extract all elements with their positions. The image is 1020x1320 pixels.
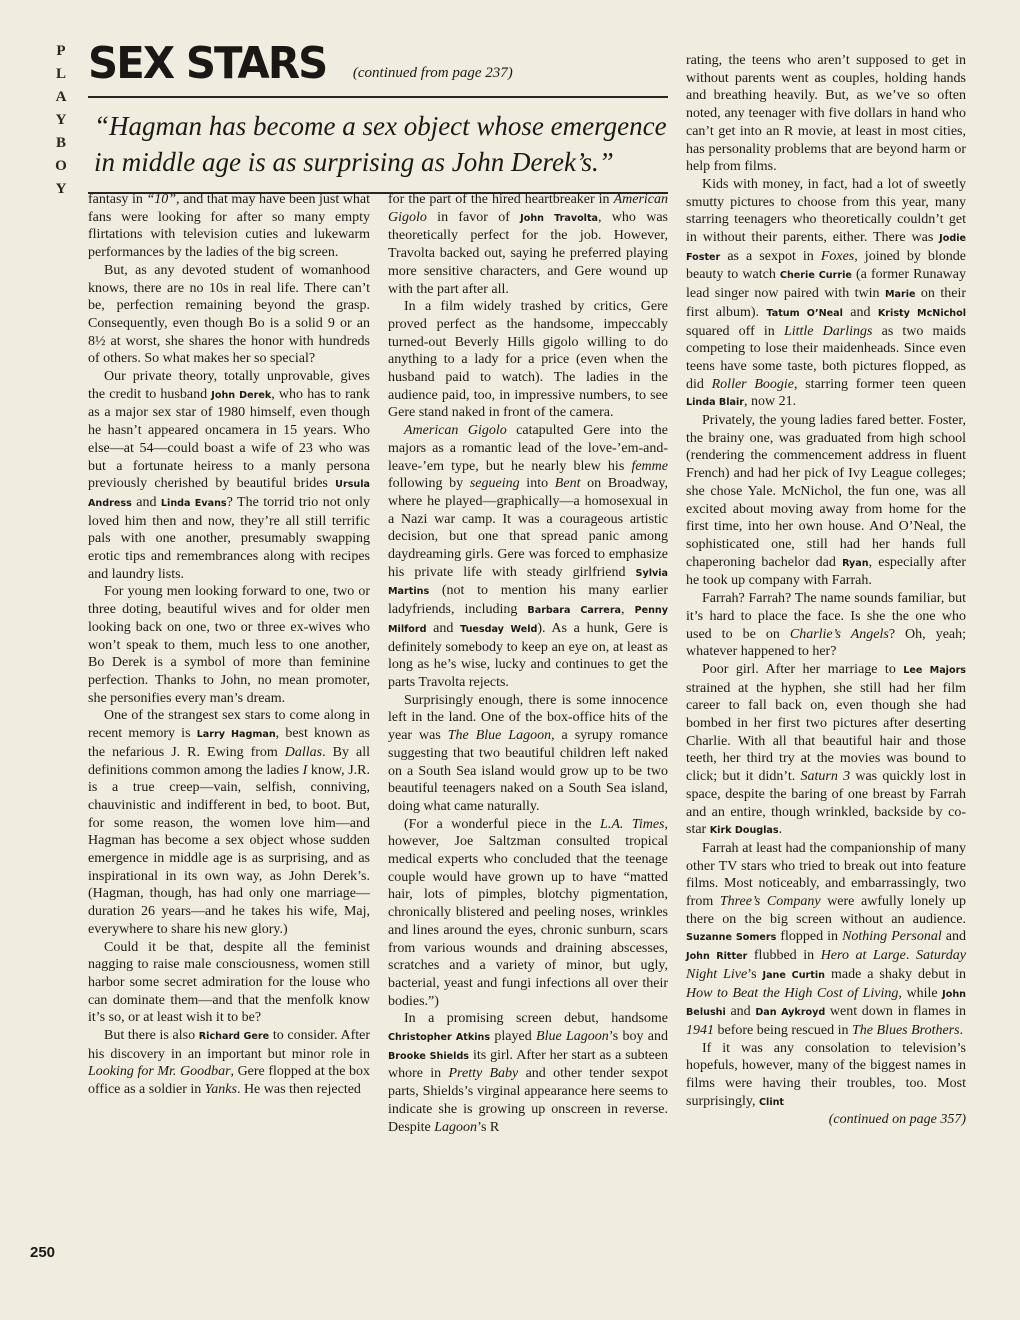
text-run: on their first album). <box>686 286 966 320</box>
text-run: , starring former teen queen <box>794 376 966 392</box>
text-run: went down in flames in <box>825 1004 966 1020</box>
italic-title: Nothing Personal <box>842 929 942 945</box>
text-column-1 <box>88 191 370 1099</box>
text-run: . <box>959 1022 964 1038</box>
text-run: Kids with money, in fact, had a lot of sweetly smutty pictures to choose from this year, many starring teenagers who theoretically couldn’t get in without their parents, either. There was <box>686 176 966 246</box>
logo-letter: B <box>55 135 66 151</box>
text-run: . <box>905 948 916 964</box>
text-run: to consider. After his discovery in an important but minor role in <box>88 1028 371 1062</box>
italic-title: I <box>302 762 308 778</box>
text-run: (For a wonderful piece in the <box>404 816 601 832</box>
person-name: Tuesday Weld <box>460 623 538 635</box>
paragraph <box>88 368 370 583</box>
text-run: know, J.R. is a true creep—vain, selfish, conniving, chauvinistic and indifferent in bed, to boot. But, for some reason, the women love him—and Hagman has become a sex object whose sudden emergence in middle age is as surprising, and as inspirational in its own way, as John Derek’s. (Hagman, though, has had only one marriage—duration 26 years—and he takes his wife, Maj, everywhere to share his new glory.) <box>88 762 370 937</box>
text-run: In a promising screen debut, handsome <box>404 1011 668 1027</box>
italic-title: femme <box>631 458 668 474</box>
person-name: Ryan <box>842 557 869 569</box>
italic-title: L.A. Times <box>600 816 665 832</box>
logo-letter: O <box>55 158 67 174</box>
text-run: ? The torrid trio not only loved him then and now, they’re all still terrific pals with one another, presumably swapping erotic tips and remembrances along with recipes and laundry lists. <box>88 494 370 582</box>
text-run: But, as any devoted student of womanhood knows, there are no 10s in real life. There can’t be, perfection remaining beyond the grasp. Consequently, even though Bo is a solid 9 or an 8½ at worst, she shares the honor with hundreds of others. So what makes her so special? <box>88 262 370 367</box>
paragraph <box>88 707 370 938</box>
continued-on-note: (continued on page 357) <box>828 1112 966 1128</box>
text-run: , who was theoretically perfect for the job. However, Travolta backed out, saying he preferred playing more sensitive characters, and Gere wound up with the part after all. <box>388 209 668 297</box>
paragraph <box>88 583 370 707</box>
person-name: Cherie Currie <box>779 270 852 282</box>
person-name: Jane Curtin <box>762 969 825 981</box>
text-run: Privately, the young ladies fared better. Foster, the brainy one, was graduated from high school (rendering the commencement address in fluent French) and had her pick of Ivy League colleges; she chose Yale. McNichol, the fun one, was all excited about moving away from home for the first time, into her own house. And O’Neal, the sophisticated one, still had her hands full chaperoning bachelor dad <box>686 413 966 570</box>
text-run: ’s <box>747 966 763 982</box>
text-run: For young men looking forward to one, two or three doting, beautiful wives and for older men looking back on one, two or three ex-wives who won’t speak to them, much less to one another, Bo Derek is a symbol of more than feminine perfection. Thanks to John, no mean promoter, she personifies every man’s dream. <box>88 584 370 706</box>
paragraph <box>388 298 668 422</box>
text-run: Surprisingly enough, there is some innocence left in the land. One of the box-office hits of the year was <box>388 692 668 744</box>
text-run: ’s boy and <box>608 1029 668 1045</box>
paragraph <box>388 816 668 1011</box>
italic-title: Charlie’s Angels <box>789 626 889 642</box>
person-name: Linda Evans <box>160 497 227 509</box>
italic-title: How to Beat the High Cost of Living <box>686 985 899 1001</box>
italic-title: Blue Lagoon <box>536 1029 609 1045</box>
person-name: John Belushi <box>686 988 966 1019</box>
italic-title: Three’s Company <box>719 894 821 910</box>
logo-letter: L <box>55 66 66 82</box>
page-number: 250 <box>30 1244 56 1261</box>
text-run: Poor girl. After her marriage to <box>702 661 904 677</box>
italic-title: Looking for Mr. Goodbar <box>88 1064 231 1080</box>
text-run: Farrah? Farrah? The name sounds familiar, but it’s hard to place the face. Is she the one who used to be on <box>686 591 966 642</box>
paragraph <box>686 176 966 412</box>
person-name: Barbara Carrera <box>527 605 622 617</box>
person-name: Larry Hagman <box>196 729 276 741</box>
text-run: (not to mention his many earlier ladyfriends, including <box>388 583 668 618</box>
text-run: , <box>621 602 635 618</box>
text-run: Our private theory, totally unprovable, gives the credit to husband <box>88 369 370 402</box>
paragraph <box>88 262 370 368</box>
text-run: following by <box>388 476 470 492</box>
person-name: Suzanne Somers <box>686 932 777 944</box>
italic-title: American Gigolo <box>388 192 668 225</box>
text-run: , especially after he took up company with Farrah. <box>686 554 966 589</box>
person-name: John Ritter <box>686 951 748 963</box>
text-run: , best known as the nefarious J. R. Ewing from <box>88 726 370 760</box>
text-run: In a film widely trashed by critics, Gere proved perfect as the handsome, impeccably turned-out Beverly Hills gigolo willing to do anything to a lady for a price (even when the husband paid to watch). The ladies in the audience paid, too, in impressive numbers, to see Gere stand naked in front of the camera. <box>388 299 668 421</box>
person-name: Dan Aykroyd <box>755 1007 826 1019</box>
paragraph <box>686 1040 966 1112</box>
italic-title: Dallas <box>284 744 323 760</box>
paragraph <box>686 52 966 176</box>
text-run: were awfully lonely up there on the big screen without an audience. <box>686 894 966 927</box>
person-name: Christopher Atkins <box>388 1032 491 1044</box>
text-run: fantasy in <box>88 192 147 207</box>
text-column-2 <box>388 191 668 1136</box>
text-run: made a shaky debut in <box>825 966 967 982</box>
person-name: Kirk Douglas <box>709 825 779 837</box>
logo-letter: Y <box>55 181 67 197</box>
paragraph <box>88 1027 370 1099</box>
italic-title: American Gigolo <box>404 423 507 439</box>
person-name: Tatum O’Neal <box>766 307 843 319</box>
paragraph <box>388 1010 668 1136</box>
italic-title: The Blue Lagoon <box>447 728 552 744</box>
person-name: Brooke Shields <box>388 1050 470 1062</box>
paragraph <box>388 422 668 692</box>
logo-letter: A <box>55 89 67 105</box>
text-run: , a syrupy romance suggesting that two beautiful children left naked on a South Sea island would grow up to be two beautiful teenagers naked on a South Sea island, doing what came naturally. <box>388 728 668 814</box>
text-run: ? Oh, yeah; whatever happened to her? <box>686 626 967 660</box>
italic-title: Hero at Large <box>820 948 906 964</box>
italic-title: Saturday Night Live <box>686 948 967 982</box>
text-run: Could it be that, despite all the feminist nagging to raise male consciousness, women still harbor some secret admiration for the louse who can dominate them—and that the menfolk know it’s so, or at least wish it to be? <box>88 939 370 1026</box>
text-run: and <box>426 620 461 636</box>
article-title: SEX STARS <box>88 38 327 89</box>
logo-letter: P <box>56 43 66 59</box>
article-header <box>88 40 668 194</box>
paragraph <box>388 692 668 816</box>
text-run: was quickly lost in space, despite the baring of one breast by Farrah and an entire, though wrinkled, backside by co-star <box>686 769 966 838</box>
italic-title: 1941 <box>686 1022 714 1038</box>
header-rule <box>88 96 668 98</box>
text-run: ’s R <box>477 1119 500 1135</box>
text-run: , however, Joe Saltzman consulted tropical medical experts who concluded that the teenage couple would have grown up to have “matted hair, lots of pimples, blotchy pigmentation, chronically blistered and peeling noses, wrinkles and lines around the eyes, chronic sunburn, scars from various wounds and draining abscesses, scratches and a variety of minor, but ugly, bacterial, yeast and fungi infections all over their bodies.”) <box>388 816 669 1009</box>
text-run: its girl. After her start as a subteen whore in <box>388 1047 668 1082</box>
text-run: , who has to rank as a major sex star of 1980 himself, even though he hasn’t appeared oncamera in 15 years. Who else—at 54—could boast a wife of 23 who was but a fortunate heiress to a manly persona previously cherished by beautiful brides <box>88 386 370 492</box>
person-name: Marie <box>884 289 916 301</box>
text-run: If it was any consolation to television’s hopefuls, however, many of the biggest names in films were having their troubles, too. Most surprisingly, <box>686 1040 966 1109</box>
italic-title: Saturn 3 <box>800 769 851 785</box>
text-run: and other tender sexpot parts, Shields’s virginal appearance here seems to indicate she is growing up onscreen in reverse. Despite <box>388 1066 668 1135</box>
text-run: strained at the hyphen, she still had her film career to fall back on, even though she had bombed in her first two pictures after deserting Charlie. With all that beautiful hair and those teeth, her third try at the movies was bound to click; but it didn’t. <box>686 680 966 785</box>
italic-title: Little Darlings <box>783 323 873 339</box>
person-name: John Derek <box>211 389 272 401</box>
text-run: flopped in <box>776 929 843 945</box>
italic-title: Lagoon <box>434 1119 478 1135</box>
text-column-3 <box>686 52 966 1129</box>
person-name: Ursula Andress <box>88 479 370 509</box>
paragraph <box>686 840 966 1040</box>
text-run: , and that may have been just what fans were looking for after so many empty flirtations with television cuties and lukewarm performances by the ladies of the big screen. <box>88 192 370 261</box>
paragraph <box>686 661 966 840</box>
text-run: into <box>519 476 555 492</box>
text-run: as a sexpot in <box>720 248 821 264</box>
text-run: in favor of <box>426 209 521 225</box>
text-run: for the part of the hired heartbreaker in <box>388 192 614 207</box>
person-name: John Travolta <box>520 212 599 224</box>
magazine-logo-vertical <box>50 40 72 201</box>
paragraph <box>88 191 370 262</box>
text-run: catapulted Gere into the majors as a romantic lead of the love-’em-and-leave-’em type, but he nearly blew his <box>388 423 668 474</box>
italic-title: Yanks <box>204 1082 237 1098</box>
text-run: rating, the teens who aren’t supposed to get in without parents went as couples, holding hands and breathing heavily. But, as we’ve so often noted, any teenager with five dollars in hand who can’t get into an R movie, at least in most cities, has personality problems that are beyond harm or help from films. <box>686 53 966 175</box>
paragraph <box>686 412 966 590</box>
text-run: squared off in <box>686 323 784 339</box>
text-run: as two maids competing to lose their maidenheads. Since even teens have some taste, both pictures flopped, as did <box>686 323 966 392</box>
text-run: and <box>725 1004 756 1020</box>
italic-title: Foxes <box>820 248 855 264</box>
paragraph <box>88 939 370 1028</box>
person-name: Linda Blair <box>686 397 745 409</box>
continued-from-note: (continued from page 237) <box>352 65 513 81</box>
text-run: , now 21. <box>744 394 797 410</box>
pull-quote: “Hagman has become a sex object whose emergence in middle age is as surprising as John Derek’s.” <box>94 111 667 177</box>
text-run: . He was then rejected <box>236 1082 361 1098</box>
person-name: Clint <box>758 1096 785 1108</box>
italic-title: The Blues Brothers <box>852 1022 960 1038</box>
person-name: Jodie Foster <box>686 233 966 263</box>
text-run: . By all definitions common among the ladies <box>88 744 370 778</box>
italic-title: Pretty Baby <box>448 1066 519 1082</box>
text-run: on Broadway, where he played—graphically—a homosexual in a Nazi war camp. It was a courageous artistic decision, but one that spread panic among daydreaming girls. Gere was forced to emphasize his private life with steady girlfriend <box>388 476 668 580</box>
paragraph <box>388 191 668 298</box>
italic-title: Roller Boogie <box>711 376 794 392</box>
person-name: Sylvia Martins <box>388 567 668 598</box>
italic-title: “10” <box>146 192 177 207</box>
text-run: and <box>131 494 161 510</box>
text-run: flubbed in <box>747 948 821 964</box>
text-run: Farrah at least had the companionship of many other TV stars who tried to break out into feature films. Most noticeably, and embarrassingly, two from <box>686 840 966 910</box>
text-run: and <box>842 304 878 320</box>
text-run: , Gere flopped at the box office as a soldier in <box>88 1064 370 1098</box>
text-run: ). As a hunk, Gere is definitely somebody to keep an eye on, at least as long as he’s wise, lucky and continues to get the parts Travolta rejects. <box>388 620 668 690</box>
paragraph <box>686 590 966 661</box>
person-name: Lee Majors <box>903 664 967 676</box>
text-run: But there is also <box>104 1028 199 1044</box>
italic-title: Bent <box>554 476 581 492</box>
text-run: and <box>941 929 967 945</box>
logo-letter: Y <box>55 112 67 128</box>
person-name: Penny Milford <box>388 605 669 635</box>
text-run: (a former Runaway lead singer now paired with twin <box>686 267 967 302</box>
person-name: Richard Gere <box>198 1031 270 1043</box>
text-run: before being rescued in <box>714 1022 852 1038</box>
text-run: . <box>778 822 783 838</box>
text-run: , joined by blonde beauty to watch <box>686 248 966 283</box>
italic-title: segueing <box>469 476 520 492</box>
text-run: One of the strangest sex stars to come along in recent memory is <box>88 708 370 742</box>
text-run: played <box>490 1029 537 1045</box>
person-name: Kristy McNichol <box>877 307 967 319</box>
text-run: , while <box>898 985 943 1001</box>
